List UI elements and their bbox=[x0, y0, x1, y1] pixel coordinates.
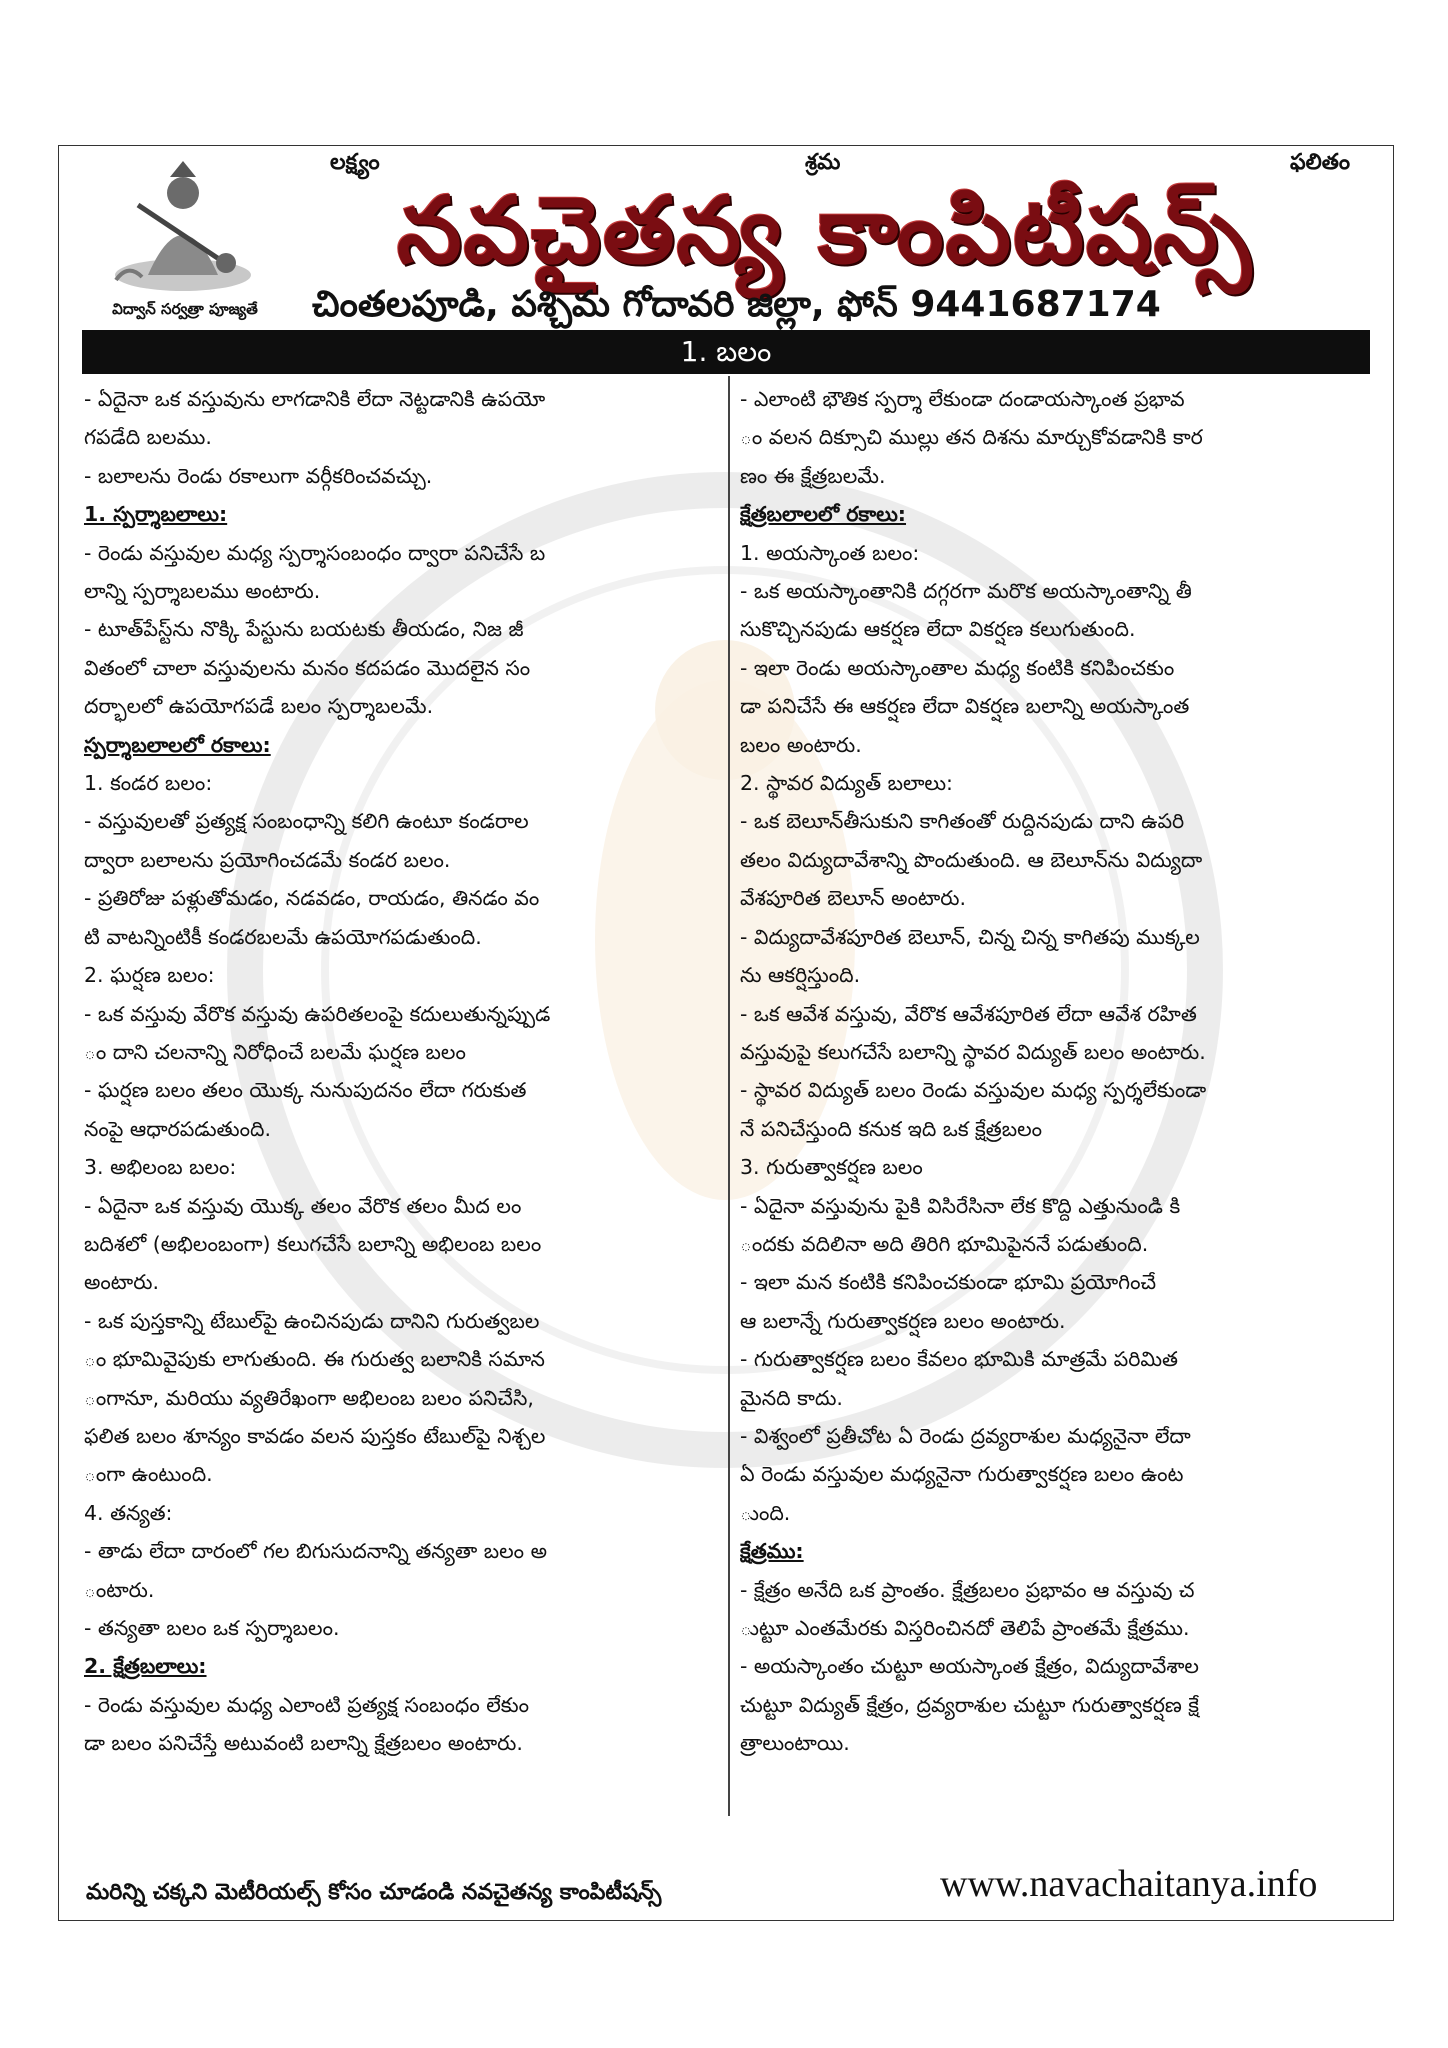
text-line: నే పనిచేస్తుంది కనుక ఇది ఒక క్షేత్రబలం bbox=[740, 1116, 1042, 1141]
section-heading: 1. స్పర్శాబలాలు: bbox=[84, 502, 228, 527]
tagline-goal: లక్ష్యం bbox=[330, 150, 380, 175]
text-line: - బలాలను రెండు రకాలుగా వర్గీకరించవచ్చు. bbox=[84, 463, 433, 488]
section-heading: 2. క్షేత్రబలాలు: bbox=[84, 1654, 207, 1679]
column-divider bbox=[728, 376, 730, 1816]
section-heading: క్షేత్రము: bbox=[740, 1539, 804, 1564]
text-line: ంగానూ, మరియు వ్యతిరేఖంగా అభిలంబ బలం పనిచేసి, bbox=[84, 1385, 534, 1410]
text-line: 1. అయస్కాంత బలం: bbox=[740, 540, 920, 565]
text-line: ుట్టూ ఎంతమేరకు విస్తరించినదో తెలిపే ప్రాంతమే క్షేత్రము. bbox=[740, 1616, 1190, 1640]
text-line: - తాడు లేదా దారంలో గల బిగుసుదనాన్ని తన్యతా బలం అ bbox=[84, 1539, 547, 1564]
brand-title: నవచైతన్య కాంపిటీషన్స్ bbox=[396, 176, 1254, 284]
text-line: ందకు వదిలినా అది తిరిగి భూమిపైననే పడుతుంది. bbox=[740, 1231, 1149, 1256]
text-line: తలం విద్యుదావేశాన్ని పొందుతుంది. ఆ బెలూన్‌ను విద్యుదా bbox=[740, 847, 1203, 872]
text-line: - అయస్కాంతం చుట్టూ అయస్కాంత క్షేత్రం, విద్యుదావేశాల bbox=[740, 1654, 1199, 1679]
text-line: - ఒక వస్తువు వేరొక వస్తువు ఉపరితలంపై కదులుతున్నప్పుడ bbox=[84, 1001, 551, 1026]
text-line: సుకొచ్చినపుడు ఆకర్షణ లేదా వికర్షణ కలుగుతుంది. bbox=[740, 617, 1136, 642]
text-line: - గురుత్వాకర్షణ బలం కేవలం భూమికి మాత్రమే పరిమిత bbox=[740, 1347, 1178, 1372]
text-line: - విద్యుదావేశపూరిత బెలూన్, చిన్న చిన్న కాగితపు ముక్కల bbox=[740, 924, 1200, 949]
text-line: లాన్ని స్పర్శాబలము అంటారు. bbox=[84, 579, 321, 604]
text-line: డా బలం పనిచేస్తే అటువంటి బలాన్ని క్షేత్రబలం అంటారు. bbox=[84, 1731, 523, 1756]
text-line: ంటారు. bbox=[84, 1577, 155, 1602]
page-title: 1. బలం bbox=[82, 330, 1370, 374]
section-heading: క్షేత్రబలాలలో రకాలు: bbox=[740, 502, 907, 527]
text-line: నంపై ఆధారపడుతుంది. bbox=[84, 1116, 271, 1141]
text-line: అంటారు. bbox=[84, 1270, 159, 1295]
text-line: చుట్టూ విద్యుత్ క్షేత్రం, ద్రవ్యరాశుల చుట్టూ గురుత్వాకర్షణ క్షే bbox=[740, 1692, 1199, 1717]
text-line: 3. గురుత్వాకర్షణ బలం bbox=[740, 1155, 923, 1180]
text-line: బలం అంటారు. bbox=[740, 732, 862, 757]
text-line: డా పనిచేసే ఈ ఆకర్షణ లేదా వికర్షణ బలాన్ని అయస్కాంత bbox=[740, 694, 1190, 719]
text-line: ణం ఈ క్షేత్రబలమే. bbox=[740, 463, 886, 488]
text-line: గపడేది బలము. bbox=[84, 425, 212, 450]
text-line: - క్షేత్రం అనేది ఒక ప్రాంతం. క్షేత్రబలం ప్రభావం ఆ వస్తువు చ bbox=[740, 1577, 1195, 1602]
footer-promo: మరిన్ని చక్కని మెటీరియల్స్ కోసం చూడండి నవచైతన్య కాంపిటీషన్స్ bbox=[86, 1880, 662, 1905]
text-line: - ఒక ఆవేశ వస్తువు, వేరొక ఆవేశపూరిత లేదా ఆవేశ రహిత bbox=[740, 1001, 1197, 1026]
text-line: వేశపూరిత బెలూన్ అంటారు. bbox=[740, 886, 967, 911]
saraswati-logo-icon bbox=[108, 155, 258, 295]
text-line: ఏ రెండు వస్తువుల మధ్యనైనా గురుత్వాకర్షణ బలం ఉంట bbox=[740, 1462, 1184, 1487]
text-line: - రెండు వస్తువుల మధ్య స్పర్శాసంబంధం ద్వారా పనిచేసే బ bbox=[84, 540, 546, 565]
text-line: ంగా ఉంటుంది. bbox=[84, 1462, 213, 1487]
text-line: వస్తువుపై కలుగచేసే బలాన్ని స్థావర విద్యుత్ బలం అంటారు. bbox=[740, 1039, 1206, 1064]
text-line: - ఒక పుస్తకాన్ని టేబుల్‌పై ఉంచినపుడు దానిని గురుత్వబల bbox=[84, 1308, 540, 1333]
text-line: - ఏదైనా వస్తువును పైకి విసిరేసినా లేక కొద్ది ఎత్తునుండి కి bbox=[740, 1193, 1181, 1218]
text-line: ం వలన దిక్సూచి ముల్లు తన దిశను మార్చుకోవడానికి కార bbox=[740, 425, 1203, 450]
right-column bbox=[740, 380, 1372, 1763]
text-line: టి వాటన్నింటికీ కండరబలమే ఉపయోగపడుతుంది. bbox=[84, 924, 482, 949]
text-line: - ఇలా రెండు అయస్కాంతాల మధ్య కంటికి కనిపించకుం bbox=[740, 655, 1175, 680]
tagline-effort: శ్రమ bbox=[805, 150, 841, 175]
text-line: - ఏదైనా ఒక వస్తువును లాగడానికి లేదా నెట్టడానికి ఉపయో bbox=[84, 387, 546, 411]
text-line: - వస్తువులతో ప్రత్యక్ష సంబంధాన్ని కలిగి ఉంటూ కండరాల bbox=[84, 809, 529, 834]
text-line: మైనది కాదు. bbox=[740, 1385, 843, 1410]
address-line: చింతలపూడి, పశ్చిమ గోదావరి జిల్లా, ఫోన్ 9441687174 bbox=[312, 284, 1161, 325]
text-line: ం భూమివైపుకు లాగుతుంది. ఈ గురుత్వ బలానికి సమాన bbox=[84, 1347, 545, 1372]
text-line: 2. స్థావర విద్యుత్ బలాలు: bbox=[740, 771, 953, 796]
text-line: - ఘర్షణ బలం తలం యొక్క నునుపుదనం లేదా గరుకుత bbox=[84, 1078, 527, 1103]
text-line: ద్వారా బలాలను ప్రయోగించడమే కండర బలం. bbox=[84, 847, 451, 872]
text-line: 2. ఘర్షణ బలం: bbox=[84, 963, 215, 988]
text-line: 1. కండర బలం: bbox=[84, 771, 213, 796]
text-line: బదిశలో (అభిలంబంగా) కలుగచేసే బలాన్ని అభిలంబ బలం bbox=[84, 1231, 542, 1256]
text-line: ఫలిత బలం శూన్యం కావడం వలన పుస్తకం టేబుల్‌పై నిశ్చల bbox=[84, 1423, 546, 1448]
text-line: - విశ్వంలో ప్రతీచోట ఏ రెండు ద్రవ్యరాశుల మధ్యనైనా లేదా bbox=[740, 1423, 1191, 1448]
text-line: - ఒక బెలూన్‌తీసుకుని కాగితంతో రుద్దినపుడు దాని ఉపరి bbox=[740, 809, 1185, 834]
footer-website-link[interactable]: www.navachaitanya.info bbox=[940, 1863, 1318, 1905]
text-line: ను ఆకర్షిస్తుంది. bbox=[740, 963, 861, 988]
text-line: - రెండు వస్తువుల మధ్య ఎలాంటి ప్రత్యక్ష సంబంధం లేకుం bbox=[84, 1692, 529, 1717]
text-line: ఆ బలాన్నే గురుత్వాకర్షణ బలం అంటారు. bbox=[740, 1308, 1066, 1333]
text-line: - ప్రతిరోజు పళ్లుతోమడం, నడవడం, రాయడం, తినడం వం bbox=[84, 886, 540, 911]
text-line: త్రాలుంటాయి. bbox=[740, 1731, 850, 1756]
text-line: దర్భాలలో ఉపయోగపడే బలం స్పర్శాబలమే. bbox=[84, 694, 434, 719]
text-line: 3. అభిలంబ బలం: bbox=[84, 1155, 237, 1180]
left-column bbox=[84, 380, 716, 1763]
text-line: వితంలో చాలా వస్తువులను మనం కదపడం మొదలైన సం bbox=[84, 655, 531, 680]
text-line: - తన్యతా బలం ఒక స్పర్శాబలం. bbox=[84, 1616, 340, 1640]
deity-caption: విద్వాన్ సర్వత్రా పూజ్యతే bbox=[112, 300, 258, 318]
text-line: - ఇలా మన కంటికి కనిపించకుండా భూమి ప్రయోగించే bbox=[740, 1270, 1157, 1295]
text-line: - ఏదైనా ఒక వస్తువు యొక్క తలం వేరొక తలం మీద లం bbox=[84, 1193, 522, 1218]
text-line: - స్థావర విద్యుత్ బలం రెండు వస్తువుల మధ్య స్పర్శలేకుండా bbox=[740, 1078, 1207, 1103]
section-heading: స్పర్శాబలాలలో రకాలు: bbox=[84, 732, 271, 757]
text-line: ం దాని చలనాన్ని నిరోధించే బలమే ఘర్షణ బలం bbox=[84, 1039, 466, 1064]
tagline-result: ఫలితం bbox=[1290, 150, 1351, 175]
text-line: 4. తన్యత: bbox=[84, 1500, 173, 1525]
text-line: - ఎలాంటి భౌతిక స్పర్శా లేకుండా దండాయస్కాంత ప్రభావ bbox=[740, 387, 1185, 411]
text-line: ుంది. bbox=[740, 1500, 791, 1525]
text-line: - టూత్‌పేస్ట్‌ను నొక్కి పేస్టును బయటకు తీయడం, నిజ జీ bbox=[84, 617, 524, 642]
text-line: - ఒక అయస్కాంతానికి దగ్గరగా మరొక అయస్కాంతాన్ని తీ bbox=[740, 579, 1192, 604]
